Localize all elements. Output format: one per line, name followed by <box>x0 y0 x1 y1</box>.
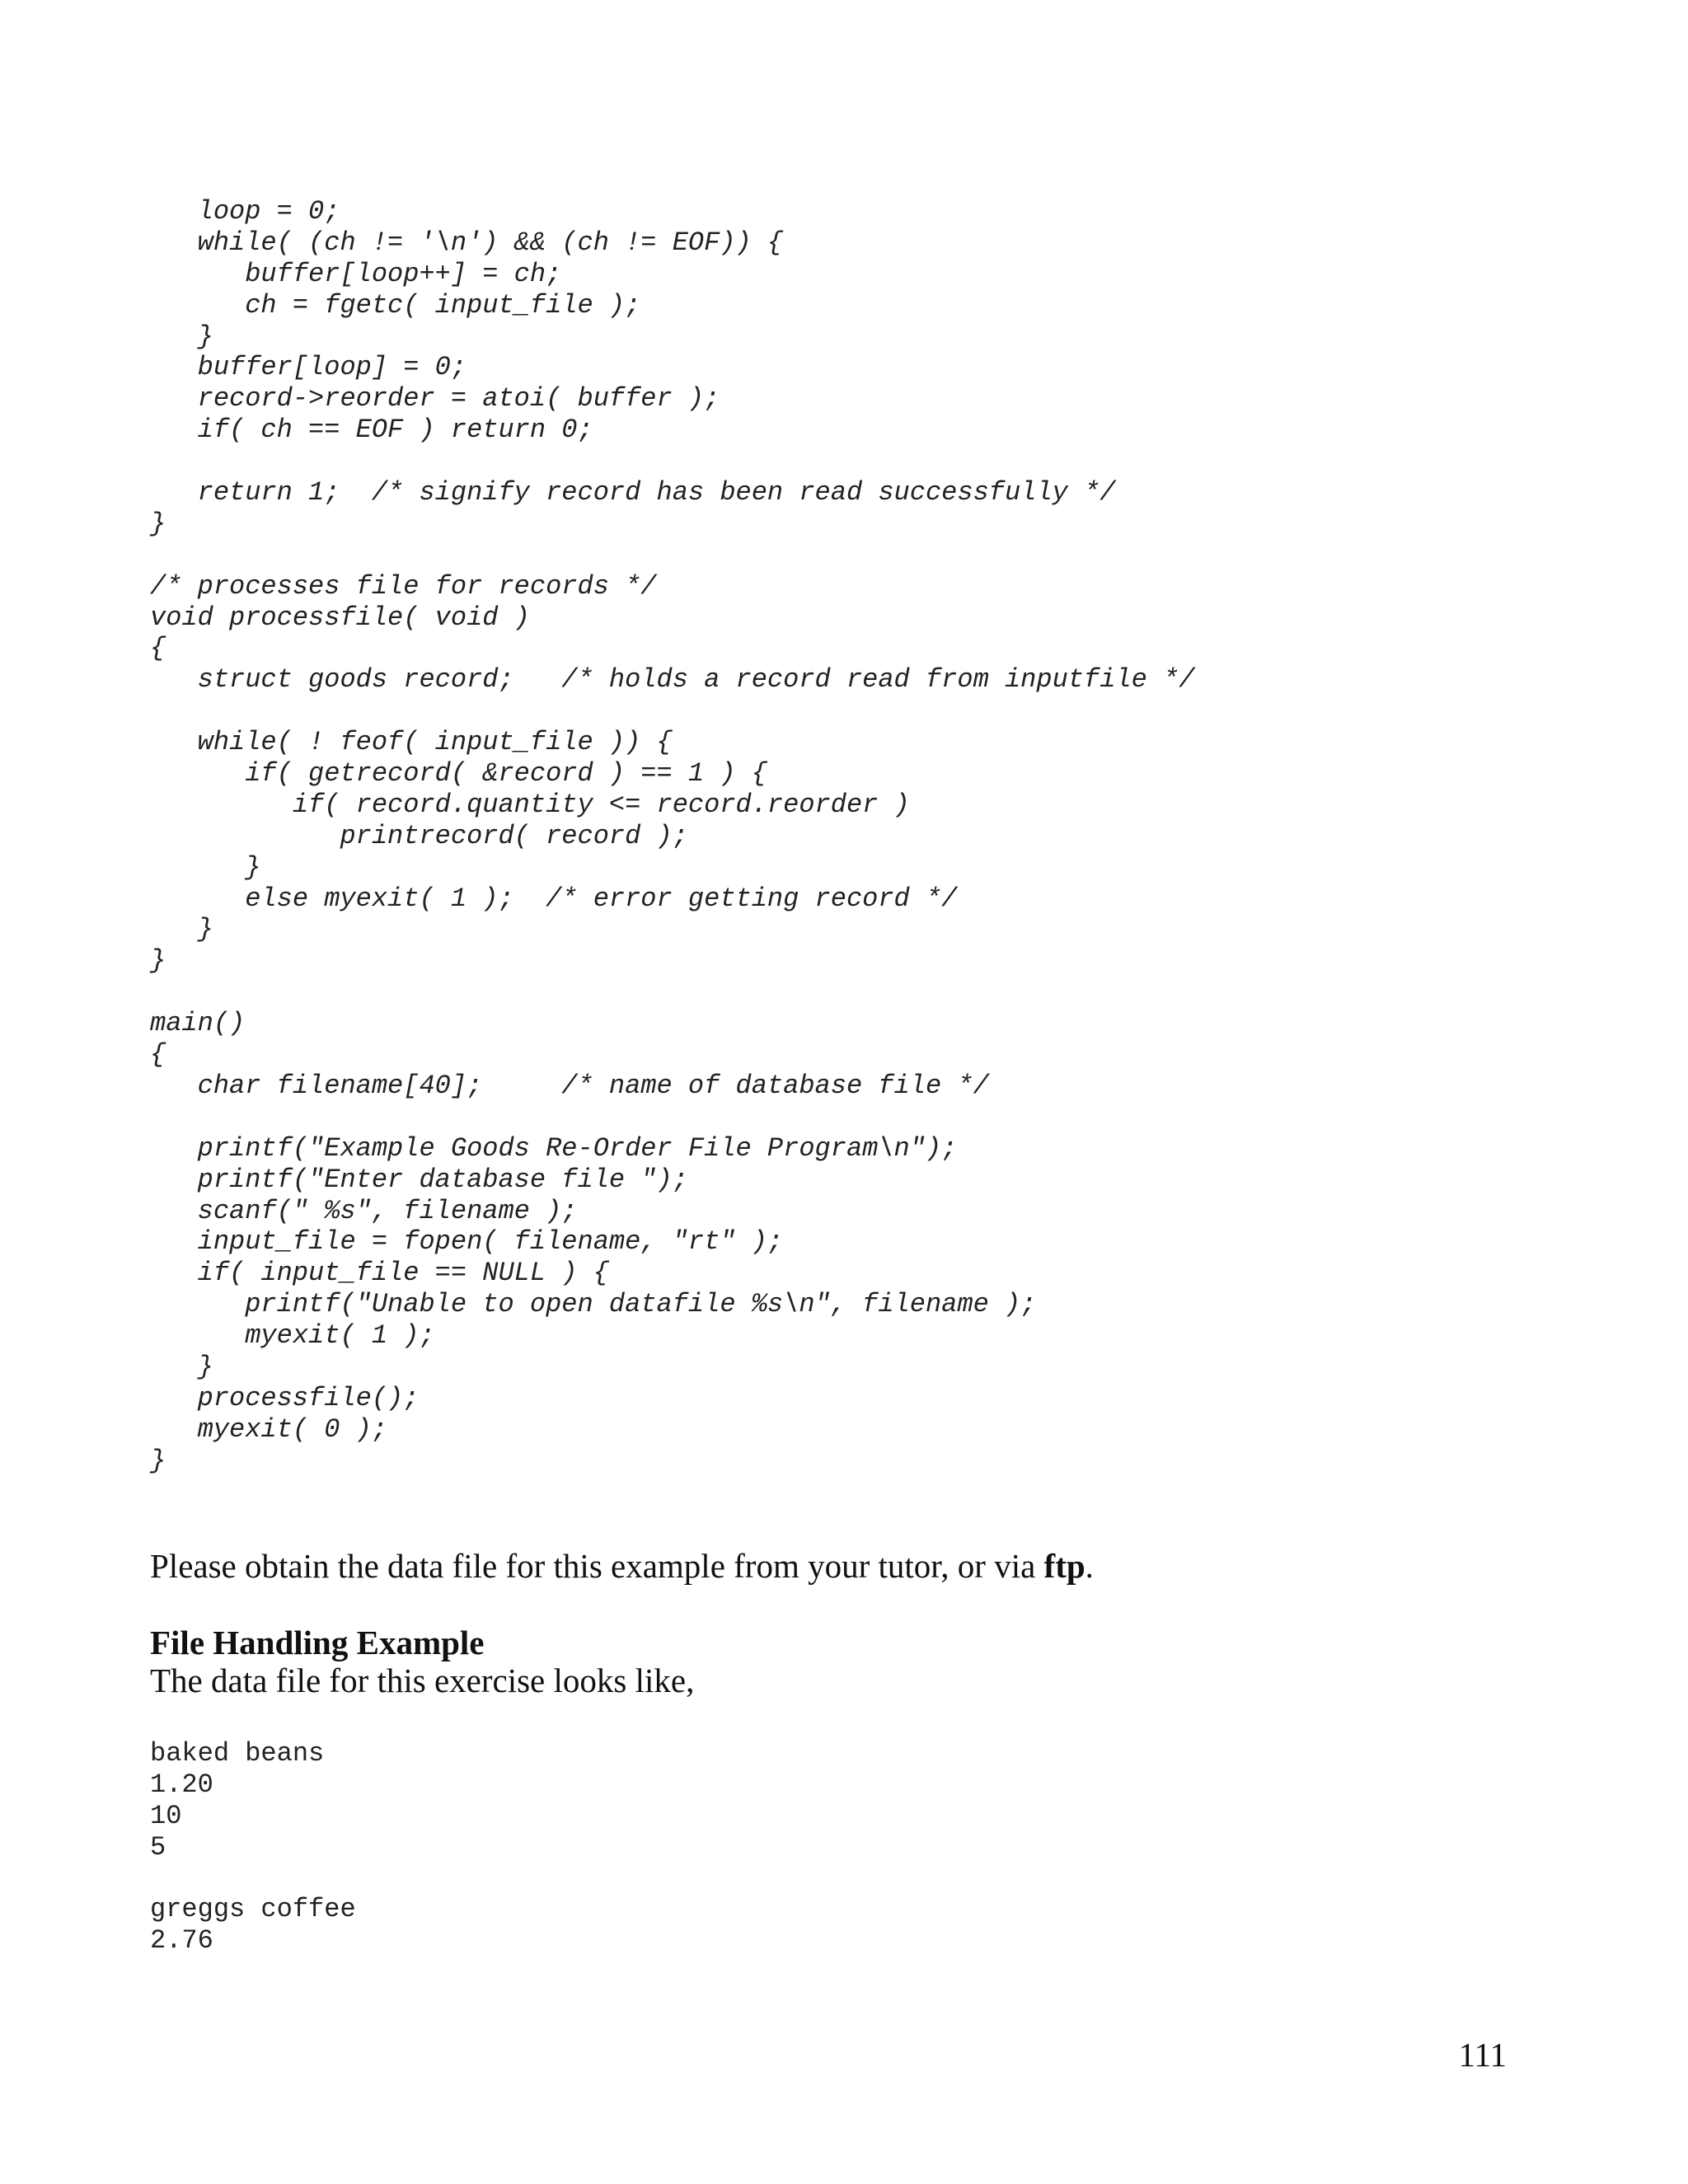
code-line: buffer[loop] = 0; <box>150 352 467 383</box>
code-line: if( input_file == NULL ) { <box>150 1258 609 1289</box>
code-line: buffer[loop++] = ch; <box>150 258 562 289</box>
code-line: scanf(" %s", filename ); <box>150 1195 578 1226</box>
code-line <box>150 540 1194 571</box>
code-line <box>150 446 1194 477</box>
section-heading: File Handling Example <box>150 1624 485 1661</box>
code-line: printrecord( record ); <box>150 820 688 851</box>
code-line: input_file = fopen( filename, "rt" ); <box>150 1226 784 1258</box>
code-line: } <box>150 851 261 883</box>
code-line: main() <box>150 1008 246 1039</box>
code-line: processfile(); <box>150 1382 420 1413</box>
code-line: } <box>150 945 166 977</box>
obtain-data-paragraph <box>150 1547 1094 1585</box>
data-line: greggs coffee <box>150 1894 356 1925</box>
code-line <box>150 1102 1194 1133</box>
data-file-listing <box>150 1738 356 1957</box>
code-line: record->reorder = atoi( buffer ); <box>150 383 720 415</box>
page-number: 111 <box>1458 2036 1507 2074</box>
code-line: } <box>150 914 213 945</box>
code-line: ch = fgetc( input_file ); <box>150 289 641 321</box>
code-line: if( getrecord( &record ) == 1 ) { <box>150 758 767 790</box>
code-line <box>150 977 1194 1008</box>
code-line: while( ! feof( input_file )) { <box>150 727 673 758</box>
code-line: printf("Example Goods Re-Order File Program\n"); <box>150 1132 958 1164</box>
code-line: { <box>150 633 166 664</box>
data-line: 2.76 <box>150 1925 213 1957</box>
ftp-term: ftp <box>1043 1547 1085 1585</box>
data-line: 5 <box>150 1831 166 1863</box>
code-line: } <box>150 508 166 539</box>
data-line: 10 <box>150 1800 182 1831</box>
code-line: while( (ch != '\n') && (ch != EOF)) { <box>150 227 784 258</box>
obtain-text-after: . <box>1085 1547 1094 1585</box>
code-line: } <box>150 1445 166 1476</box>
code-line <box>150 696 1194 727</box>
code-line: void processfile( void ) <box>150 602 530 633</box>
data-line: 1.20 <box>150 1769 213 1800</box>
section-intro: The data file for this exercise looks like, <box>150 1661 695 1699</box>
code-line: printf("Unable to open datafile %s\n", filename ); <box>150 1289 1037 1320</box>
code-line: char filename[40]; /* name of database file */ <box>150 1070 989 1101</box>
data-line <box>150 1863 356 1895</box>
code-line: /* processes file for records */ <box>150 570 657 602</box>
code-line: loop = 0; <box>150 196 340 227</box>
code-line: { <box>150 1039 166 1071</box>
code-line: struct goods record; /* holds a record read from inputfile */ <box>150 664 1195 696</box>
obtain-text-before: Please obtain the data file for this example from your tutor, or via <box>150 1547 1044 1585</box>
code-line: else myexit( 1 ); /* error getting record */ <box>150 883 958 914</box>
code-line: if( record.quantity <= record.reorder ) <box>150 789 910 820</box>
code-line: if( ch == EOF ) return 0; <box>150 415 593 446</box>
code-line: myexit( 1 ); <box>150 1320 435 1352</box>
data-line: baked beans <box>150 1738 325 1769</box>
code-listing <box>150 196 1194 1477</box>
code-line: printf("Enter database file "); <box>150 1164 688 1195</box>
code-line: } <box>150 321 213 352</box>
code-line: myexit( 0 ); <box>150 1413 388 1445</box>
code-line: return 1; /* signify record has been read successfully */ <box>150 477 1116 509</box>
code-line: } <box>150 1351 213 1382</box>
